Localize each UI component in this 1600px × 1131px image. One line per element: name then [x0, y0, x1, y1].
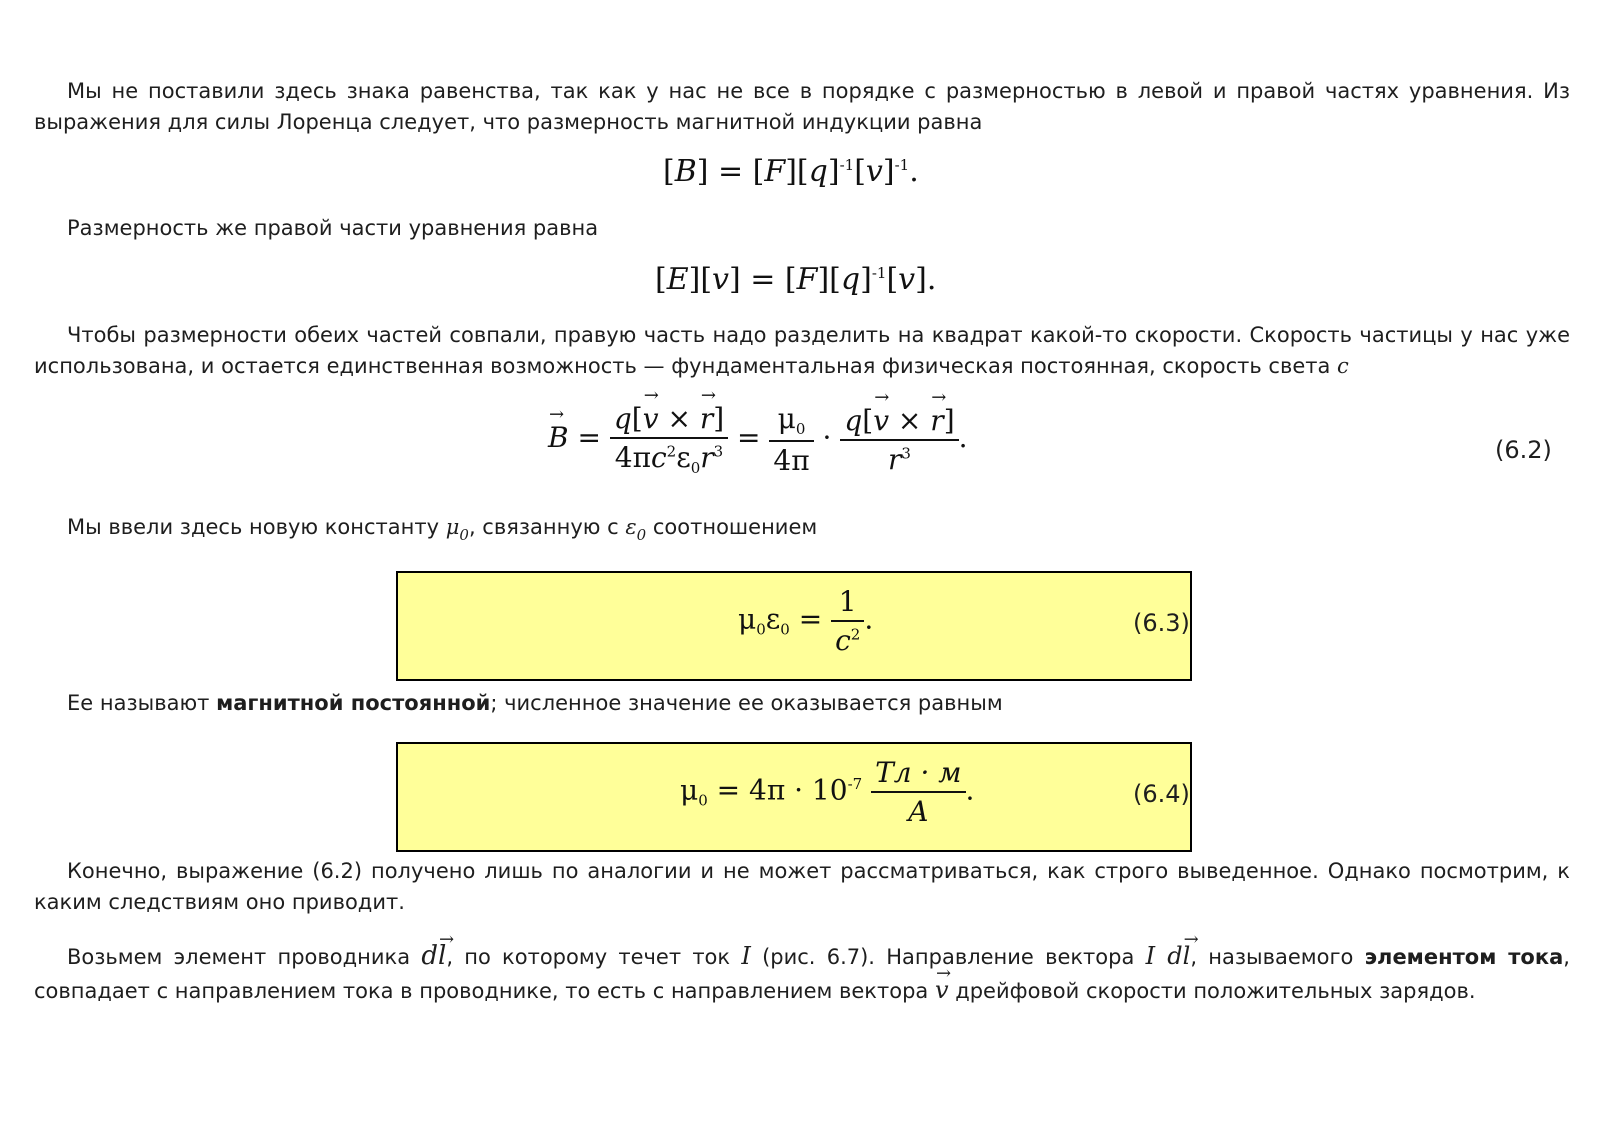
paragraph-1: Мы не поставили здесь знака равенства, так как у нас не все в порядке с размерностью в левой и правой частях уравнения. Из выражения для силы Лоренца следует, что размерность магнитной индукции равна — [34, 79, 1570, 134]
paragraph-7: Возьмем элемент проводника d→ l, по которому течет ток I (рис. 6.7). Направление вектора I d→ l, называемого элементом тока, совпадает с направлением тока в проводнике, то есть с направлением вектора → v дрейфовой скорости положительных зарядов. — [34, 940, 1570, 1008]
equation-number-6-3: (6.3) — [1133, 609, 1190, 637]
equation-dimension-b: $[B] = [F][q]^{-1}[v]^{-1}$. — [663, 154, 919, 189]
equation-dimension-ev: $[E][v] = [F][q]^{-1}[v]$. — [655, 262, 937, 297]
dl-vector-symbol: d→ l — [421, 941, 446, 971]
mu0-symbol: $\mu_0$ — [445, 515, 469, 544]
highlight-box-6-3 — [396, 571, 1192, 681]
paragraph-6: Конечно, выражение (6.2) получено лишь по аналогии и не может рассматриваться, как строго выведенное. Однако посмотрим, к каким следствиям оно приводит. — [34, 859, 1570, 914]
equation-6-3: $\mu_0\varepsilon_0$ = $\frac{1}{c^2}$ . — [738, 585, 874, 657]
equation-number-6-4: (6.4) — [1133, 780, 1190, 808]
equation-6-2: → B = $\frac{q[\to v \times \to r]}{4\pi c^2\varepsilon_0r^3}$ = $\frac{\mu_0}{4\pi}$ · $\frac{q[\to v \times \to r]}{r^3}$ . — [548, 402, 968, 477]
current-symbol: I — [741, 942, 751, 970]
highlight-box-6-4 — [396, 742, 1192, 852]
paragraph-5: Ее называют магнитной постоянной; численное значение ее оказывается равным — [67, 691, 1003, 715]
equation-6-4: $\mu_0 = 4\pi \cdot 10^{-7}$ $\frac{Тл \cdot м}{А}$ . — [680, 756, 975, 828]
paragraph-4: Мы ввели здесь новую константу $\mu_0$, связанную с $\varepsilon_0$ соотношением — [67, 515, 818, 544]
paragraph-3: Чтобы размерности обеих частей совпали, правую часть надо разделить на квадрат какой-то скорости. Скорость частицы у нас уже использована, и остается единственная возможность — фундаментальная физическая постоянная, скорость света c — [34, 323, 1570, 378]
paragraph-2: Размерность же правой части уравнения равна — [67, 216, 599, 240]
equation-number-6-2: (6.2) — [1495, 436, 1552, 464]
current-element-symbol: I d→ l — [1146, 942, 1191, 970]
eps0-symbol: $\varepsilon_0$ — [625, 515, 647, 544]
v-vector-symbol: → v — [935, 976, 949, 1004]
